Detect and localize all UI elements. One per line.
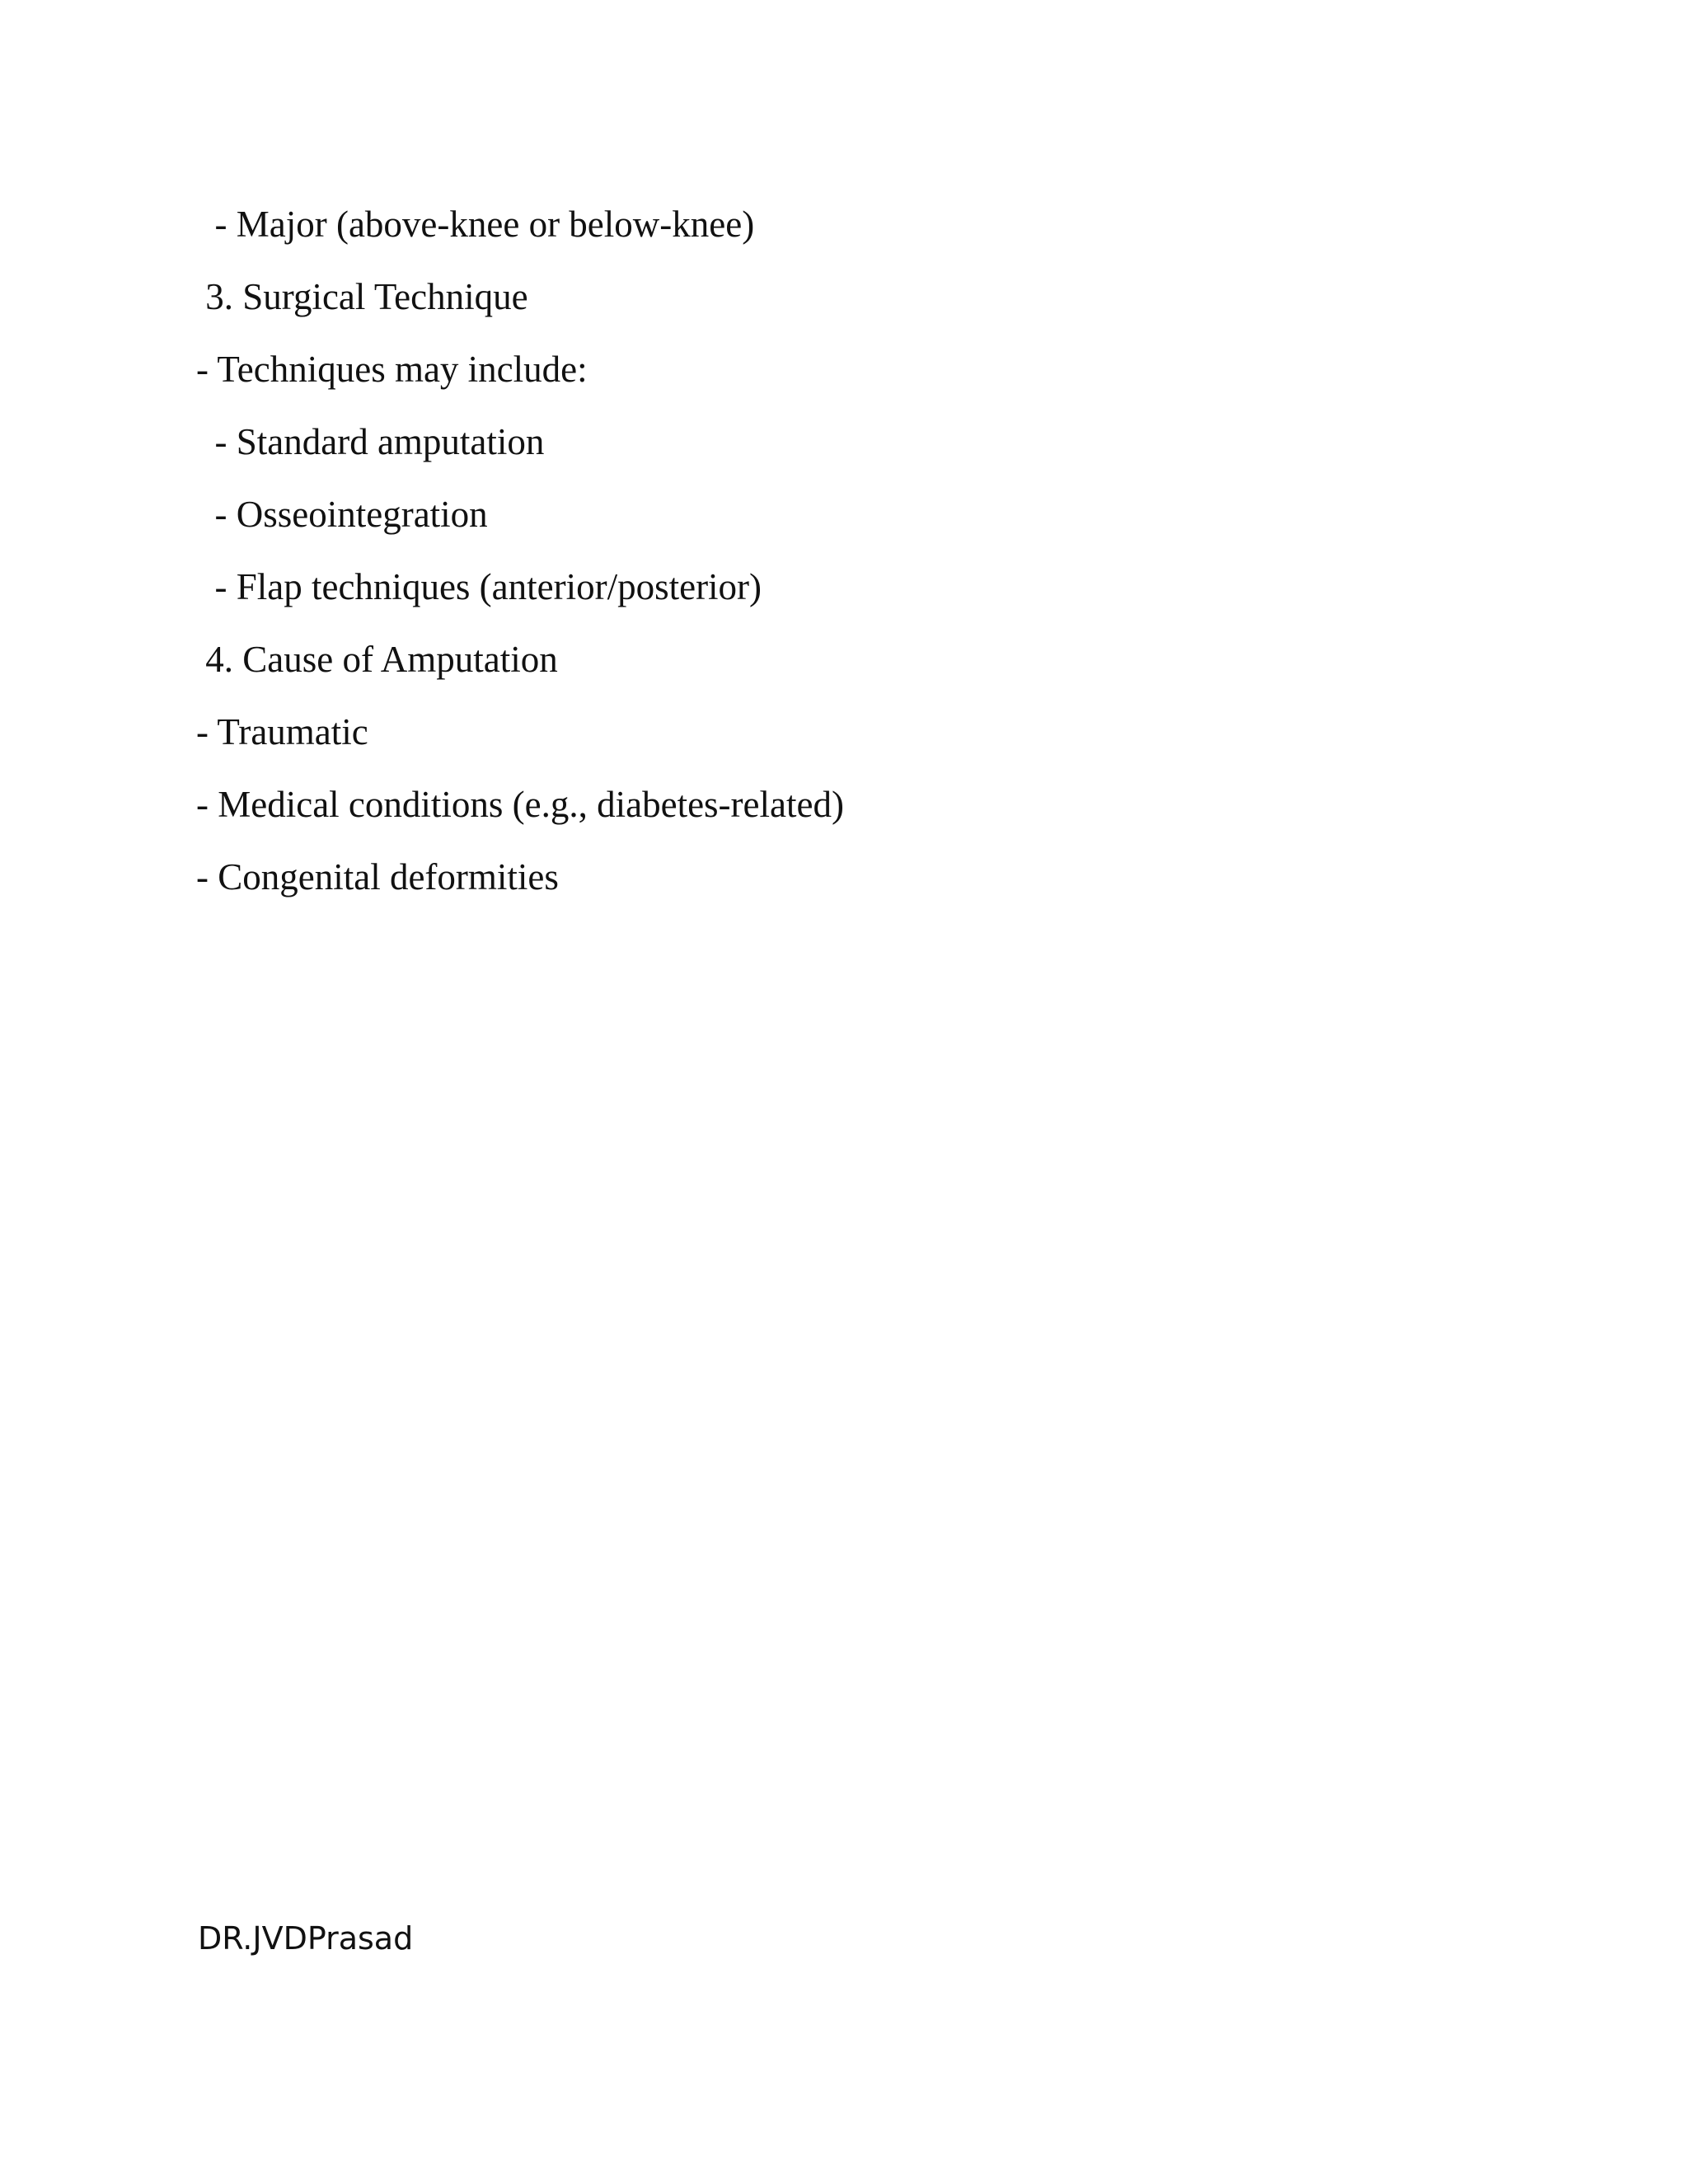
heading-surgical-technique: 3. Surgical Technique (196, 276, 528, 317)
line-medical-conditions: - Medical conditions (e.g., diabetes-related) (196, 784, 844, 825)
line-traumatic: - Traumatic (196, 711, 368, 752)
content-lines (196, 188, 1597, 913)
line-flap-techniques: - Flap techniques (anterior/posterior) (196, 566, 762, 607)
line-techniques-may-include: - Techniques may include: (196, 349, 588, 390)
line-osseointegration: - Osseointegration (196, 494, 488, 535)
heading-cause-of-amputation: 4. Cause of Amputation (196, 639, 558, 680)
line-standard-amputation: - Standard amputation (196, 421, 545, 462)
footer-author: DR.JVDPrasad (198, 1920, 414, 1957)
line-congenital-deformities: - Congenital deformities (196, 856, 559, 898)
line-major-amputation: - Major (above-knee or below-knee) (196, 204, 755, 245)
